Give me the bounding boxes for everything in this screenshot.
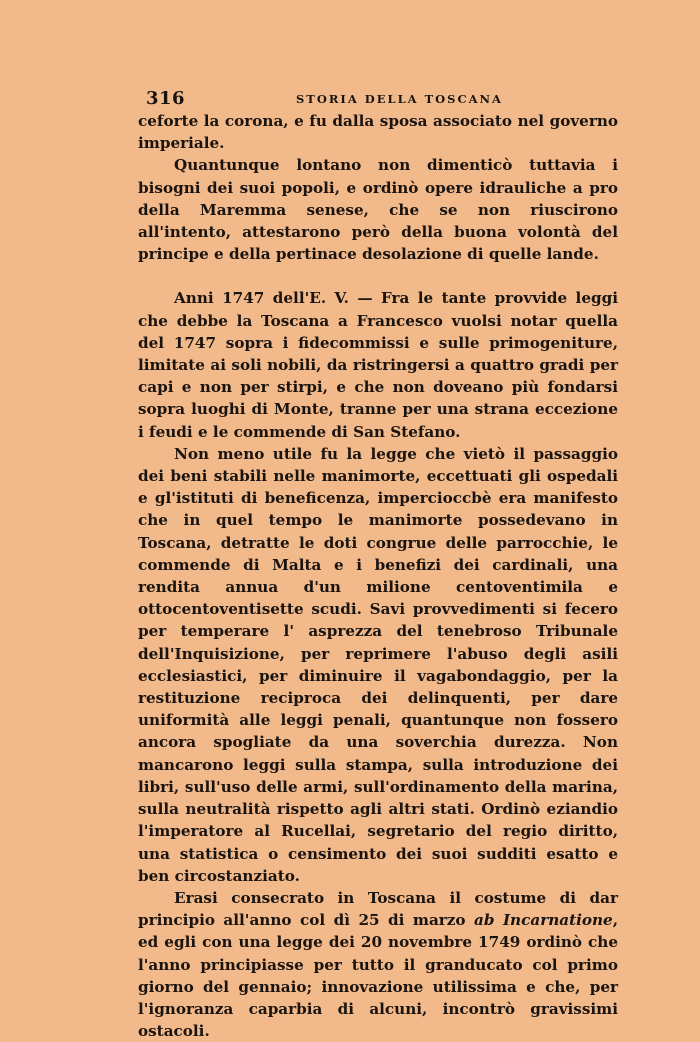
page-header bbox=[138, 88, 618, 110]
calendar-text-before: Erasi consecrato in Toscana il costume di dar principio all'anno col dì 25 di marzo bbox=[138, 888, 618, 930]
calendar-italic-phrase: ab Incarnatione bbox=[474, 911, 613, 930]
page-number: 316 bbox=[146, 88, 186, 109]
paragraph-calendar bbox=[138, 887, 618, 1042]
section-gap bbox=[138, 265, 618, 287]
paragraph-manimorte: Non meno utile fu la legge che vietò il passaggio dei beni stabili nelle manimorte, eccettuati gli ospedali e gl'istituti di beneficenza, impercioccbè era manifesto che in quel tempo le manimorte possedevano in Toscana, detratte le doti congrue delle parrocchie, le commende di Malta e i benefizi dei cardinali, una rendita annua d'un milione centoventimila e ottocentoventisette scudi. Savi provvedimenti si fecero per temperare l' asprezza del tenebroso Tribunale dell'Inquisizione, per reprimere l'abuso degli asili ecclesiastici, per diminuire il vagabondaggio, per la restituzione reciproca dei delinquenti, per dare uniformità alle leggi penali, quantunque non fossero ancora spogliate da una soverchia durezza. Non mancarono leggi sulla stampa, sulla introduzione dei libri, sull'uso delle armi, sull'ordinamento della marina, sulla neutralità rispetto agli altri stati. Ordinò eziandio l'imperatore al Rucellai, segretario del regio diritto, una statistica o censimento dei suoi sudditi esatto e ben circostanziato. bbox=[138, 444, 618, 885]
paragraph-maremma: Quantunque lontano non dimenticò tuttavia i bisogni dei suoi popoli, e ordinò opere idrauliche a pro della Maremma senese, che se non riuscirono all'intento, attestarono però della buona volontà del principe e della pertinace desolazione di quelle lande. bbox=[138, 156, 618, 264]
running-title: STORIA DELLA TOSCANA bbox=[296, 92, 503, 106]
body-text bbox=[138, 110, 618, 1042]
calendar-text-after: , ed egli con una legge dei 20 novembre 1749 ordinò che l'anno principiasse per tutto il granducato col primo giorno del gennaio; innovazione utilissima e che, per l'ignoranza caparbia di alcuni, incontrò gravissimi ostacoli. bbox=[138, 911, 618, 1041]
paragraph-fidecommissi: Anni 1747 dell'E. V. — Fra le tante provvide leggi che debbe la Toscana a Francesco vuolsi notar quella del 1747 sopra i fidecommissi e sulle primogeniture, limitate ai soli nobili, da ristringersi a quattro gradi per capi e non per stirpi, e che non doveano più fondarsi sopra luoghi di Monte, tranne per una strana eccezione i feudi e le commende di San Stefano. bbox=[138, 289, 618, 441]
paragraph-continuation: ceforte la corona, e fu dalla sposa associato nel governo imperiale. bbox=[138, 112, 618, 153]
